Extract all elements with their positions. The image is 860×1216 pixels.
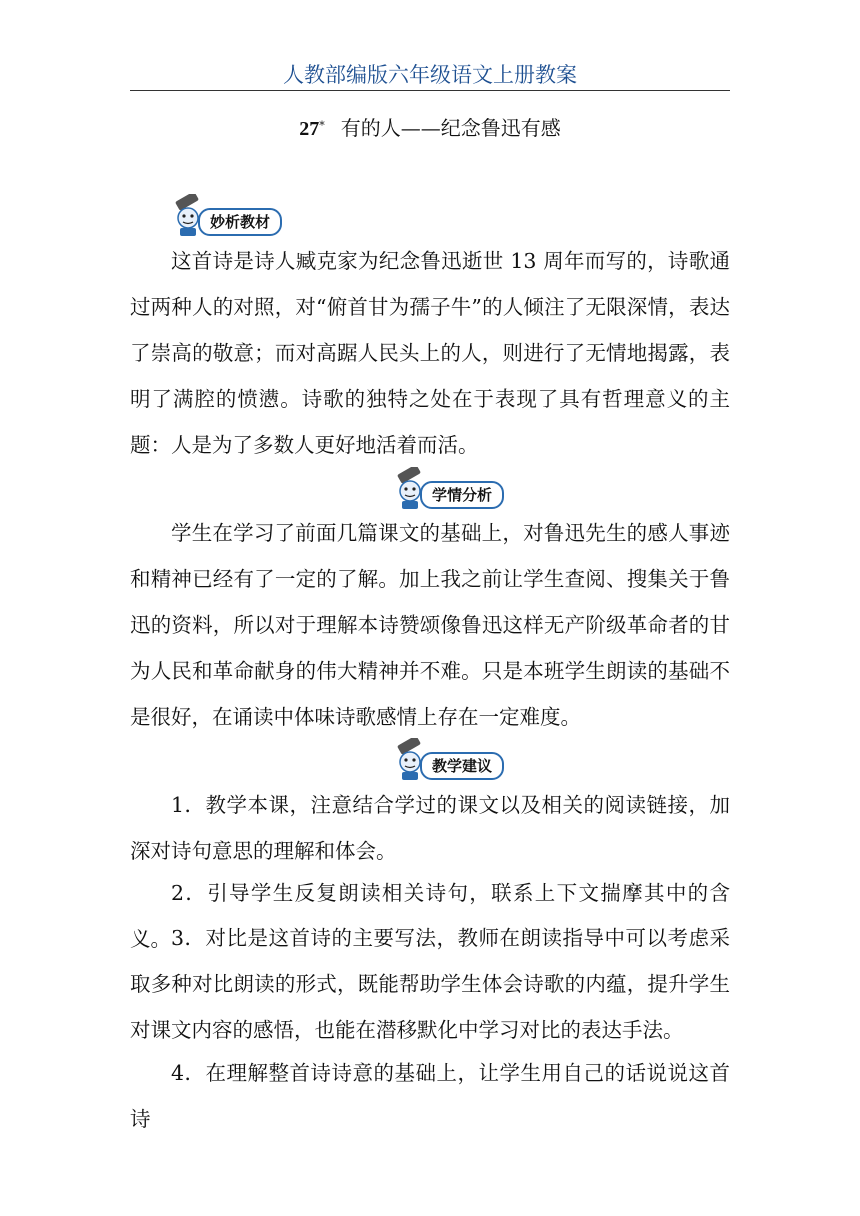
section-badge-suggestions	[390, 738, 520, 782]
list-item: 1．教学本课，注意结合学过的课文以及相关的阅读链接，加深对诗句意思的理解和体会。	[130, 793, 730, 863]
list-item: 4．在理解整首诗诗意的基础上，让学生用自己的话说说这首诗	[130, 1061, 730, 1131]
lesson-title	[130, 114, 730, 143]
page-header: 人教部编版六年级语文上册教案	[130, 60, 730, 91]
paragraph: 这首诗是诗人臧克家为纪念鲁迅逝世 13 周年而写的，诗歌通过两种人的对照，对“俯首甘为孺子牛”的人倾注了无限深情，表达了崇高的敬意；而对高踞人民头上的人，则进行了无情地揭露，表明了满腔的愤懑。诗歌的独特之处在于表现了具有哲理意义的主题：人是为了多数人更好地活着而活。	[130, 249, 730, 457]
section-label: 妙析教材	[198, 208, 282, 236]
section-badge-learner	[390, 467, 520, 511]
paragraph: 学生在学习了前面几篇课文的基础上，对鲁迅先生的感人事迹和精神已经有了一定的了解。加上我之前让学生查阅、搜集关于鲁迅的资料，所以对于理解本诗赞颂像鲁迅这样无产阶级革命者的甘为人民和革命献身的伟大精神并不难。只是本班学生朗读的基础不是很好，在诵读中体味诗歌感情上存在一定难度。	[130, 521, 730, 729]
lesson-title-text: 有的人——纪念鲁迅有感	[340, 116, 561, 140]
lesson-mark: *	[319, 119, 325, 132]
section-label: 教学建议	[420, 752, 504, 780]
section-label: 学情分析	[420, 481, 504, 509]
list-item: 2．引导学生反复朗读相关诗句，联系上下文揣摩其中的含义。	[130, 881, 730, 951]
list-item: 3．对比是这首诗的主要写法，教师在朗读指导中可以考虑采取多种对比朗读的形式，既能帮助学生体会诗歌的内蕴，提升学生对课文内容的感悟，也能在潜移默化中学习对比的表达手法。	[130, 926, 730, 1042]
section-badge-analysis	[168, 194, 298, 238]
lesson-number: 27	[299, 118, 320, 140]
